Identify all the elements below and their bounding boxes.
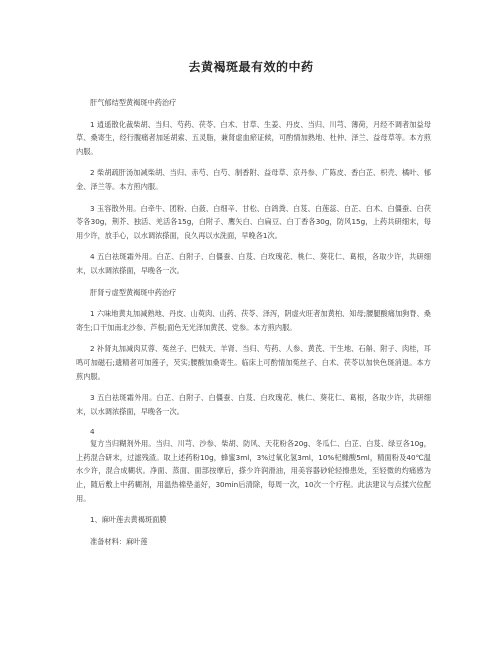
paragraph: 4 五白祛斑霜外用。白芷、白附子、白僵蚕、白芨、白玫瑰花、桃仁、葵花仁、葛根，各取少许，共研细末，以水调浓搽面，早晚各一次。 [76, 252, 431, 275]
paragraph: 2 补肾丸加减肉苁蓉、菟丝子、巴戟天、羊肾、当归、芍药、人参、黄芪、干生地、石斛、附子、肉桂，耳鸣可加磁石;遗精者可加莲子，芡实;腰酸加桑寄生。临床上可酌情加菟丝子、白术、茯苓以加快色斑消退。本方煎内服。 [76, 344, 431, 381]
list-item: 1、麻叶莲去黄褐斑面膜 [90, 515, 167, 525]
paragraph: 1 逍遥散化裁柴胡、当归、芍药、茯苓、白术、甘草、生姜、丹皮、当归、川芎、薄荷，月经不调者加益母草、桑寄生，经行腹痛者加延胡索、五灵脂，兼肾虚血瘀证候，可酌情加熟地、杜仲、泽兰、益母草等。本方煎内服。 [76, 119, 431, 156]
section-heading: 肝肾亏虚型黄褐斑中药治疗 [90, 287, 177, 297]
item-number: 4 [90, 427, 95, 437]
paragraph: 2 柴胡疏肝汤加减柴胡、当归、赤芍、白芍、制香附、益母草、京丹参、广陈皮、香白芷、枳壳、橘叶、郁金、泽兰等。本方煎内服。 [76, 168, 431, 191]
paragraph: 1 六味地黄丸加减熟地、丹皮、山萸肉、山药、茯苓、泽泻，阴虚火旺者加黄柏、知母;腰腿酸痛加狗脊、桑寄生;口干加南北沙参、芦根;面色无光泽加黄芪、党参。本方煎内服。 [76, 309, 431, 332]
page-title: 去黄褐斑最有效的中药 [188, 60, 314, 74]
paragraph: 3 玉容散外用。白牵牛、团粉、白蔹、白细辛、甘松、白鸽粪、白芨、白莲蕊、白芷、白术、白僵蚕、白茯苓各30g，荆芥、独活、羌活各15g，白附子、鹰矢白、白扁豆、白丁香各30g，防风15g，上药共研细末，每用少许，放手心，以水调浓搽面，良久再以水洗面，早晚各1次。 [76, 203, 431, 240]
document-body [76, 96, 431, 556]
paragraph: 准备材料：麻叶莲 [90, 536, 148, 546]
paragraph: 复方当归糊剂外用。当归、川芎、沙参、柴胡、防风、天花粉各20g、冬瓜仁、白芷、白芨、绿豆各10g，上药混合研末，过滤残渣。取上述药粉10g，蜂蜜3ml，3%过氧化氢3ml，10%杞橼酸5ml，精面粉及40℃温水少许，混合成糊状。净面、蒸面、面部按摩后，搽少许润滑油，用美容器砂轮轻擦患处，至轻微的灼痛感为止，随后敷上中药糊剂，用温热棉垫盖好，30min后清除，每周一次，10次一个疗程。此法建议与点揉穴位配用。 [76, 439, 431, 503]
paragraph: 3 五白祛斑霜外用。白芷、白附子、白僵蚕、白芨、白玫瑰花、桃仁、葵花仁、葛根，各取少许，共研细末，以水调浓搽面，早晚各一次。 [76, 393, 431, 416]
section-heading: 肝气郁结型黄褐斑中药治疗 [90, 98, 177, 107]
